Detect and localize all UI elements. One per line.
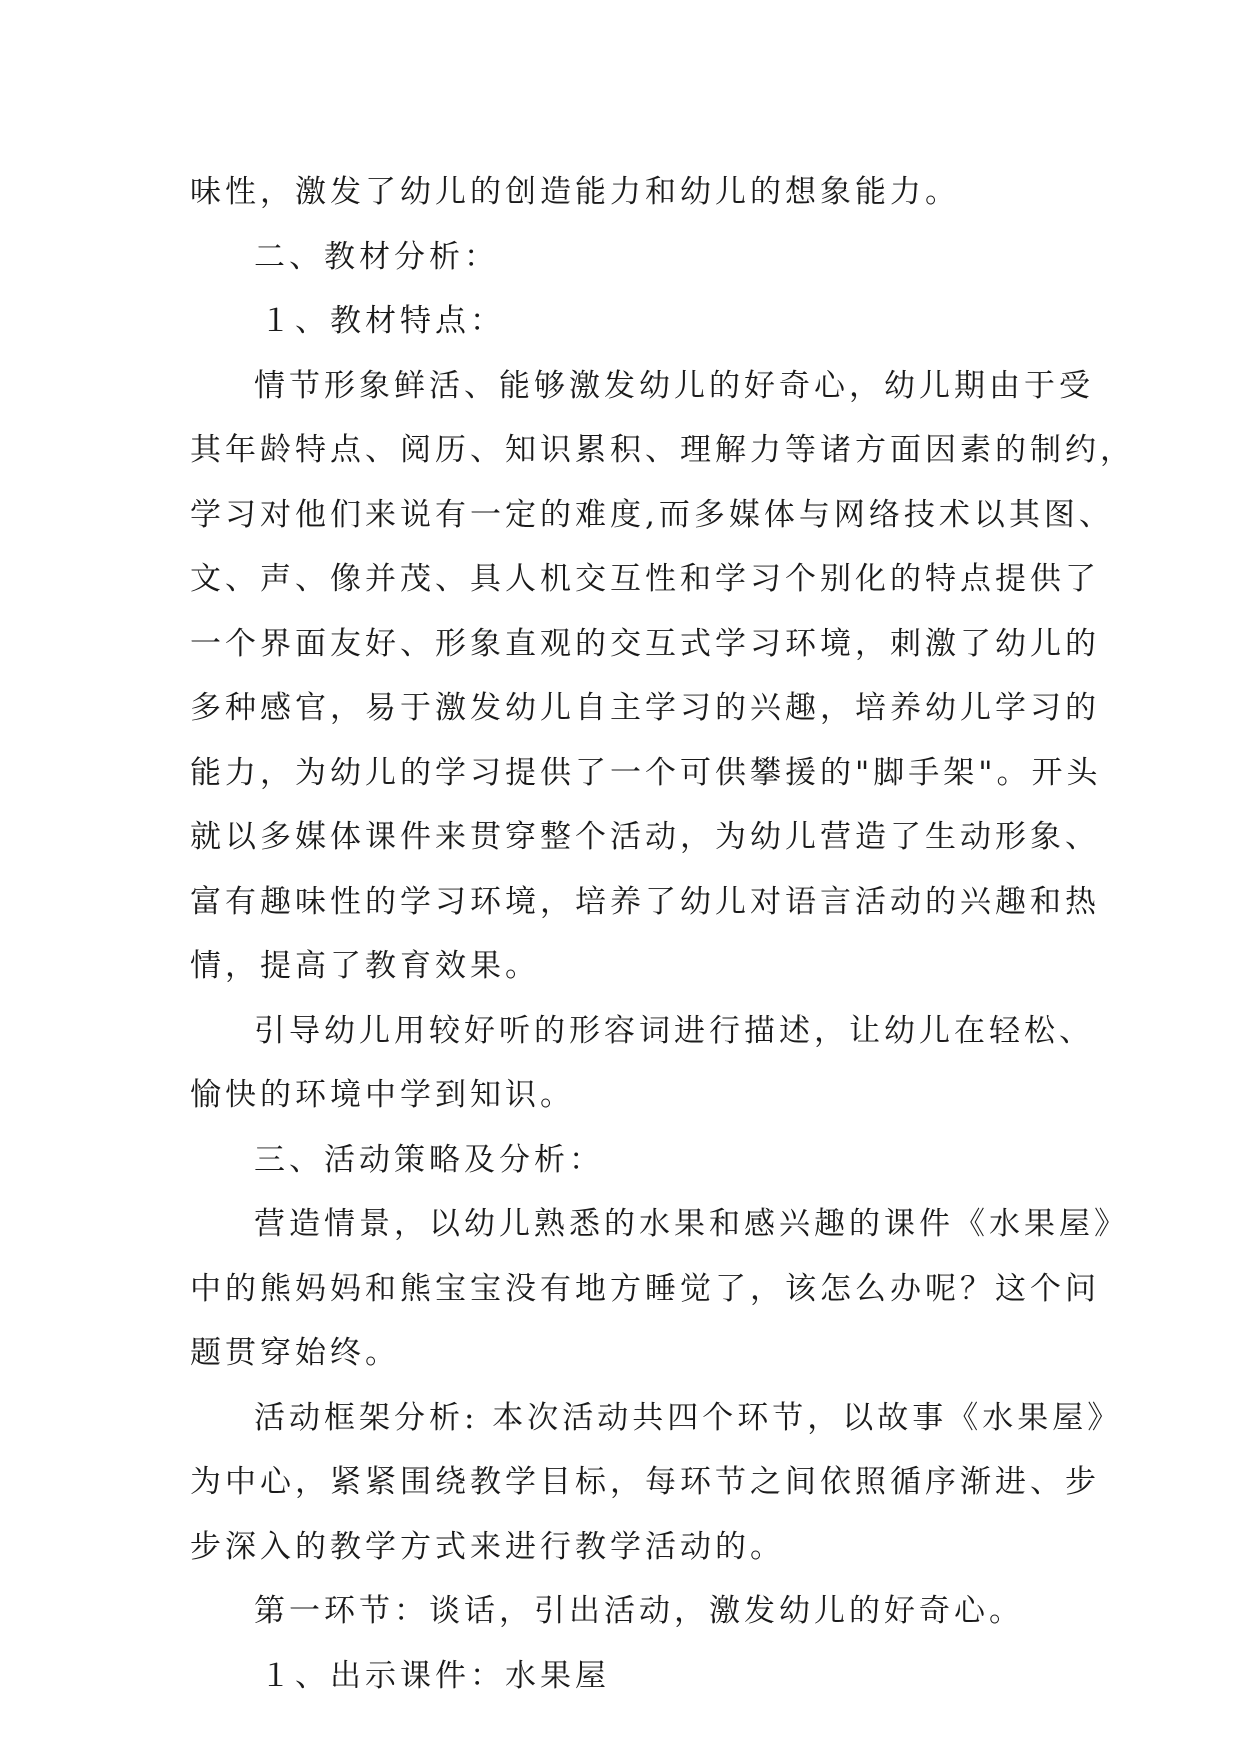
paragraph-line: 引导幼儿用较好听的形容词进行描述，让幼儿在轻松、: [254, 1012, 1094, 1049]
paragraph-line: 文、声、像并茂、具人机交互性和学习个别化的特点提供了: [190, 561, 1100, 597]
paragraph-line: 为中心，紧紧围绕教学目标，每环节之间依照循序渐进、步: [190, 1464, 1100, 1500]
paragraph-line: 味性，激发了幼儿的创造能力和幼儿的想象能力。: [190, 174, 960, 210]
document-body: [190, 160, 1135, 1708]
paragraph-line: 其年龄特点、阅历、知识累积、理解力等诸方面因素的制约，: [190, 432, 1135, 468]
paragraph-line: 题贯穿始终。: [190, 1335, 400, 1371]
paragraph-line: 能力，为幼儿的学习提供了一个可供攀援的"脚手架"。开头: [190, 754, 1102, 791]
paragraph-line: 第一环节：谈话，引出活动，激发幼儿的好奇心。: [254, 1593, 1024, 1629]
paragraph-line: 学习对他们来说有一定的难度,而多媒体与网络技术以其图、: [190, 496, 1114, 533]
paragraph-line: 步深入的教学方式来进行教学活动的。: [190, 1528, 785, 1565]
paragraph-line: 情节形象鲜活、能够激发幼儿的好奇心，幼儿期由于受: [254, 367, 1094, 404]
paragraph-line: 愉快的环境中学到知识。: [190, 1077, 575, 1113]
paragraph-line: 多种感官，易于激发幼儿自主学习的兴趣，培养幼儿学习的: [190, 690, 1100, 726]
paragraph-line: 情，提高了教育效果。: [190, 948, 540, 984]
subheading-1: １、教材特点：: [260, 303, 505, 339]
paragraph-line: 一个界面友好、形象直观的交互式学习环境，刺激了幼儿的: [190, 625, 1100, 662]
paragraph-line: 中的熊妈妈和熊宝宝没有地方睡觉了，该怎么办呢？这个问: [190, 1270, 1100, 1307]
paragraph-line: 活动框架分析: 本次活动共四个环节，以故事《水果屋》: [254, 1399, 1123, 1436]
paragraph-line: 就以多媒体课件来贯穿整个活动，为幼儿营造了生动形象、: [190, 819, 1100, 855]
subheading-1: １、出示课件：水果屋: [260, 1657, 610, 1694]
section-heading-3: 三、活动策略及分析：: [254, 1141, 604, 1178]
paragraph-line: 营造情景，以幼儿熟悉的水果和感兴趣的课件《水果屋》: [254, 1206, 1129, 1242]
section-heading-2: 二、教材分析：: [254, 238, 499, 275]
paragraph-line: 富有趣味性的学习环境，培养了幼儿对语言活动的兴趣和热: [190, 883, 1100, 920]
